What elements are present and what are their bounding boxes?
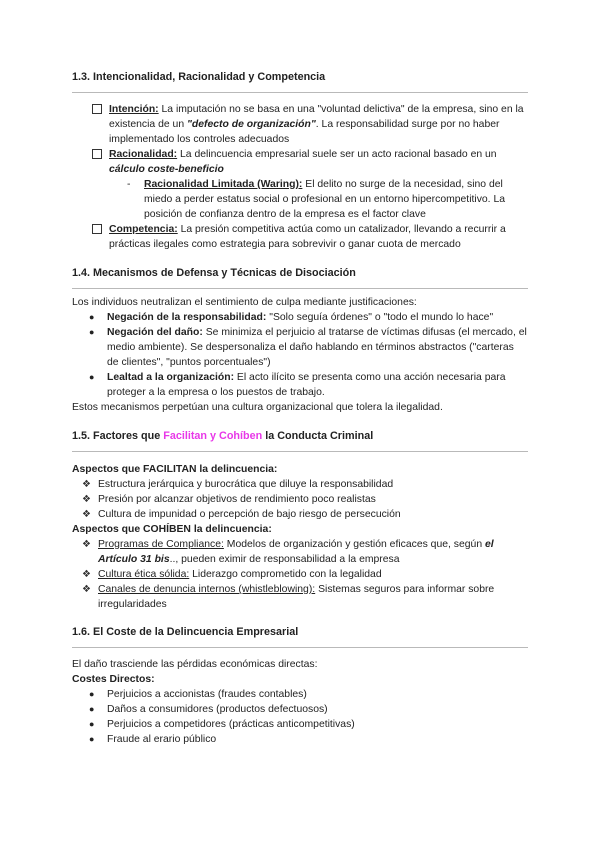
- checklist-item-racionalidad: Racionalidad: La delincuencia empresarial suele ser un acto racional basado en un cálculo coste-beneficio: [92, 147, 528, 177]
- diamond-bullet-icon: ❖: [82, 584, 91, 595]
- list-item: ❖ Programas de Compliance: Modelos de organización y gestión eficaces que, según el Artículo 31 bis.., pueden eximir de responsabilidad a la empresa: [82, 539, 494, 565]
- list-item: ❖ Presión por alcanzar objetivos de rendimiento poco realistas: [82, 494, 376, 505]
- list-item: ❖ Cultura de impunidad o percepción de bajo riesgo de persecución: [82, 509, 401, 520]
- bullet-icon: ●: [89, 689, 95, 699]
- checkbox-icon[interactable]: [92, 104, 102, 114]
- document-page: [72, 70, 528, 747]
- divider: [72, 288, 528, 289]
- divider: [72, 451, 528, 452]
- list-item: ❖ Estructura jerárquica y burocrática que diluye la responsabilidad: [82, 479, 394, 490]
- bullet-icon: ●: [89, 312, 95, 322]
- bullet-icon: ●: [89, 327, 95, 337]
- subheading: Aspectos que FACILITAN la delincuencia:: [72, 464, 278, 475]
- bullet-icon: ●: [89, 372, 95, 382]
- list-item: ● Negación del daño: Se minimiza el perjuicio al tratarse de víctimas difusas (el mercado, el medio ambiente). Se despersonaliza el daño hablando en términos abstractos ("carteras de clientes", "puntos porcentuales"): [89, 327, 527, 368]
- list-item: ● Fraude al erario público: [89, 734, 217, 745]
- list-item: ❖ Cultura ética sólida: Liderazgo comprometido con la legalidad: [82, 569, 382, 580]
- list-item: ● Daños a consumidores (productos defectuosos): [89, 704, 328, 715]
- subheading: Aspectos que COHÍBEN la delincuencia:: [72, 524, 272, 535]
- divider: [72, 647, 528, 648]
- list-item: ● Perjuicios a competidores (prácticas anticompetitivas): [89, 719, 355, 730]
- paragraph: El daño trasciende las pérdidas económicas directas:: [72, 659, 318, 670]
- checklist-item-intencion: Intención: La imputación no se basa en una "voluntad delictiva" de la empresa, sino en la existencia de un "defecto de organización". La responsabilidad surge por no haber implementado los controles adecuados: [92, 102, 528, 147]
- paragraph: Estos mecanismos perpetúan una cultura organizacional que tolera la ilegalidad.: [72, 402, 443, 413]
- section-heading-1-5: 1.5. Factores que Facilitan y Cohíben la Conducta Criminal: [72, 430, 374, 442]
- checklist-item-competencia: Competencia: La presión competitiva actúa como un catalizador, llevando a recurrir a prácticas ilegales como estrategia para sobrevivir o ganar cuota de mercado: [92, 222, 528, 252]
- checkbox-icon[interactable]: [92, 224, 102, 234]
- divider: [72, 92, 528, 93]
- subheading: Costes Directos:: [72, 674, 155, 685]
- diamond-bullet-icon: ❖: [82, 479, 91, 490]
- diamond-bullet-icon: ❖: [82, 569, 91, 580]
- list-item: ● Perjuicios a accionistas (fraudes contables): [89, 689, 307, 700]
- list-item: ● Lealtad a la organización: El acto ilícito se presenta como una acción necesaria para proteger a la empresa o los puestos de trabajo.: [89, 372, 506, 398]
- list-item: ❖ Canales de denuncia internos (whistleblowing): Sistemas seguros para informar sobre irregularidades: [82, 584, 495, 610]
- checkbox-icon[interactable]: [92, 149, 102, 159]
- list-item: ● Negación de la responsabilidad: "Solo seguía órdenes" o "todo el mundo lo hace": [89, 312, 494, 323]
- diamond-bullet-icon: ❖: [82, 509, 91, 520]
- section-heading-1-6: 1.6. El Coste de la Delincuencia Empresarial: [72, 626, 299, 638]
- bullet-icon: ●: [89, 704, 95, 714]
- section-heading-1-3: 1.3. Intencionalidad, Racionalidad y Competencia: [72, 71, 326, 83]
- diamond-bullet-icon: ❖: [82, 539, 91, 550]
- dash-bullet-icon: -: [127, 179, 131, 190]
- sub-item-racionalidad-limitada: - Racionalidad Limitada (Waring): El delito no surge de la necesidad, sino del miedo a perder estatus social o profesional en un entorno hipercompetitivo. La posición de confianza dentro de la empresa es el factor clave: [127, 179, 506, 220]
- paragraph: Los individuos neutralizan el sentimiento de culpa mediante justificaciones:: [72, 297, 417, 308]
- section-heading-1-4: 1.4. Mecanismos de Defensa y Técnicas de Disociación: [72, 267, 356, 279]
- bullet-icon: ●: [89, 734, 95, 744]
- diamond-bullet-icon: ❖: [82, 494, 91, 505]
- bullet-icon: ●: [89, 719, 95, 729]
